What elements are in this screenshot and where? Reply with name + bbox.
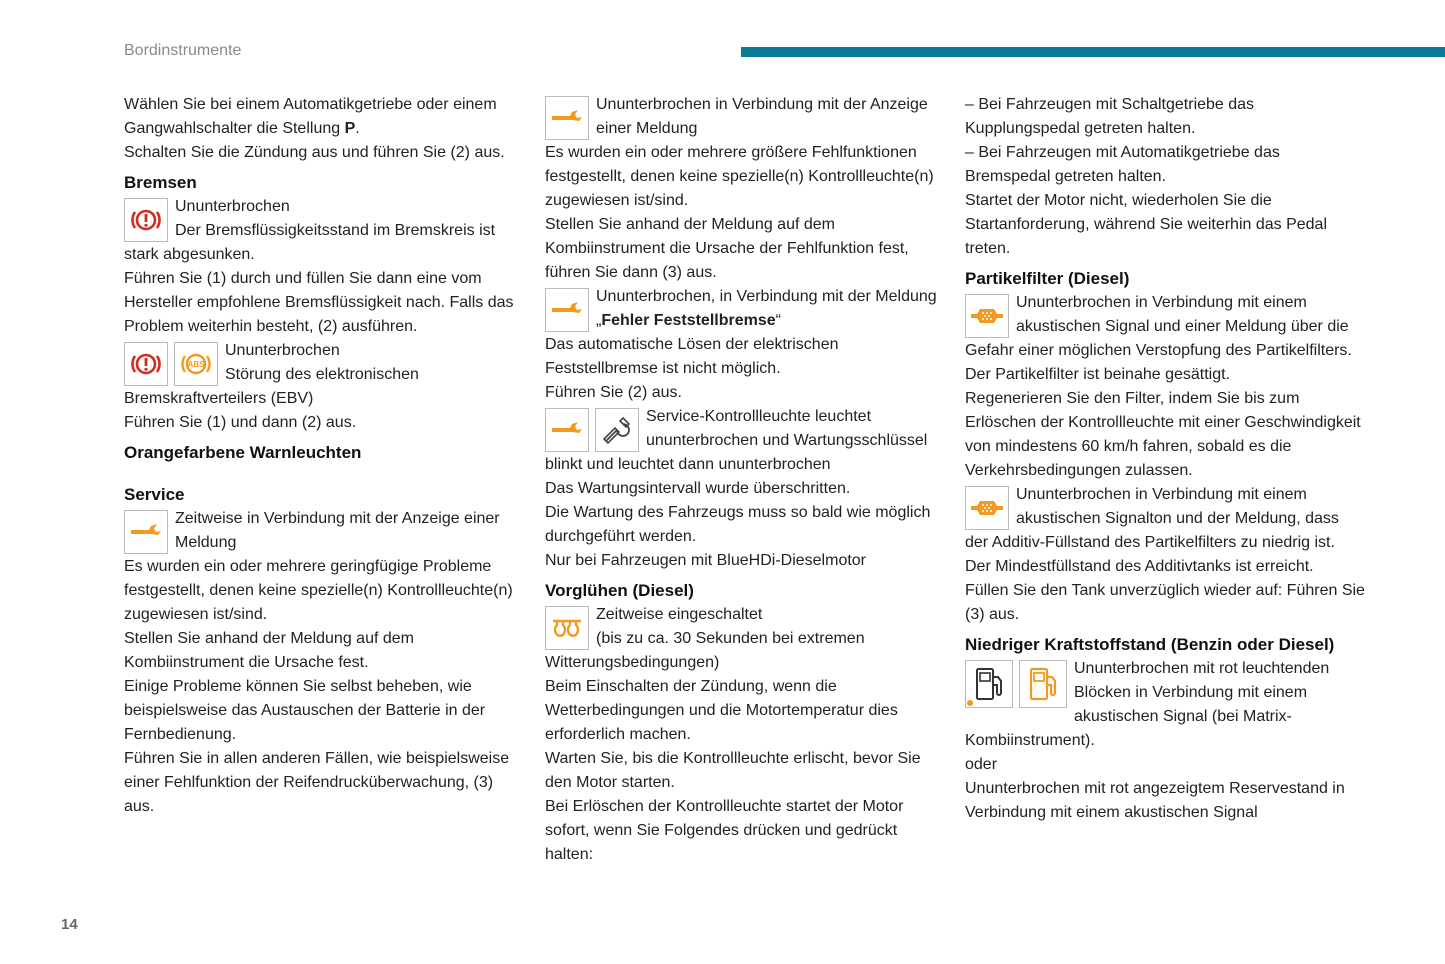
warning-block-brake-1: Ununterbrochen Der Bremsflüssigkeitsstand im Bremskreis ist stark abgesunken. Führen Sie (1) durch und füllen Sie dann eine vom Hersteller empfohlene Bremsflüssigkeit nach. Falls das Problem weiterhin besteht, (2) ausführen. (124, 198, 514, 335)
fuel-pump-orange-icon (1019, 660, 1067, 708)
warning-block-particle-filter-1: Ununterbrochen in Verbindung mit einem akustischen Signal und einer Meldung über die Gefahr einer möglichen Verstopfung des Partikelfilters. Der Partikelfilter ist beinahe gesättigt. Regenerieren Sie den Filter, indem Sie bis zum Erlöschen der Kontrollleuchte mit einer Geschwindigkeit von mindestens 60 km/h fahren, sobald es die Verkehrsbedingungen zulassen. (965, 294, 1361, 479)
warning-block-low-fuel: Ununterbrochen mit rot leuchtenden Blöcken in Verbindung mit einem akustischen Signal (bei Matrix-Kombiinstrument). oder Ununterbrochen mit rot angezeigtem Reservestand in Verbindung mit einem akustischen Signal (965, 660, 1345, 821)
warning-block-service-key: Service-Kontrollleuchte leuchtet ununterbrochen und Wartungsschlüssel blinkt und leuchtet dann ununterbrochen Das Wartungsintervall wurde überschritten. Die Wartung des Fahrzeugs muss so bald wie möglich durchgeführt werden. Nur bei Fahrzeugen mit BlueHDi-Dieselmotor (545, 408, 931, 569)
column-2 (545, 93, 940, 867)
paragraph: Startet der Motor nicht, wiederholen Sie die Startanforderung, während Sie weiterhin das Pedal treten. (965, 192, 1327, 257)
brake-warning-red-icon (124, 198, 168, 242)
glow-plug-orange-icon (545, 606, 589, 650)
service-key-icon (595, 408, 639, 452)
warning-block-service-1: Zeitweise in Verbindung mit der Anzeige einer Meldung Es wurden ein oder mehrere geringfügige Probleme festgestellt, denen keine spezielle(n) Kontrollleuchte(n) zugewiesen ist/sind. Stellen Sie anhand der Meldung auf dem Kombiinstrument die Ursache fest. Einige Probleme können Sie selbst beheben, wie beispielsweise das Austauschen der Batterie in der Fernbedienung. Führen Sie in allen anderen Fällen, wie beispielsweise einer Fehlfunktion der Reifendrucküberwachung, (3) aus. (124, 510, 513, 815)
intro-paragraph: Wählen Sie bei einem Automatikgetriebe oder einem Gangwahlschalter die Stellung P. (124, 96, 497, 137)
warning-block-parking-brake: Ununterbrochen, in Verbindung mit der Meldung „Fehler Feststellbremse“ Das automatische Lösen der elektrischen Feststellbremse ist nicht möglich. Führen Sie (2) aus. (545, 288, 937, 401)
particle-filter-orange-icon (965, 294, 1009, 338)
wrench-orange-icon (545, 288, 589, 332)
intro-paragraph-2: Schalten Sie die Zündung aus und führen Sie (2) aus. (124, 144, 505, 161)
wrench-orange-icon (124, 510, 168, 554)
brake-warning-red-icon (124, 342, 168, 386)
warning-block-glow-plug: Zeitweise eingeschaltet (bis zu ca. 30 Sekunden bei extremen Witterungsbedingungen) Beim Einschalten der Zündung, wenn die Wetterbedingungen und die Motortemperatur dies erforderlich machen. Warten Sie, bis die Kontrollleuchte erlischt, bevor Sie den Motor starten. Bei Erlöschen der Kontrollleuchte startet der Motor sofort, wenn Sie Folgendes drücken und gedrückt halten: (545, 606, 921, 863)
heading-bremsen: Bremsen (124, 173, 197, 192)
heading-low-fuel: Niedriger Kraftstoffstand (Benzin oder Diesel) (965, 635, 1335, 654)
particle-filter-orange-icon (965, 486, 1009, 530)
header-accent-bar (741, 47, 1445, 57)
abs-label: ABS (187, 360, 205, 369)
list-item: – Bei Fahrzeugen mit Automatikgetriebe das Bremspedal getreten halten. (965, 144, 1280, 185)
heading-service: Service (124, 485, 185, 504)
heading-vorgluehen: Vorglühen (Diesel) (545, 581, 694, 600)
heading-orange-warnings: Orangefarbene Warnleuchten (124, 443, 362, 462)
column-1 (124, 93, 519, 819)
fuel-pump-display-icon (965, 660, 1013, 708)
list-item: – Bei Fahrzeugen mit Schaltgetriebe das Kupplungspedal getreten halten. (965, 96, 1255, 137)
abs-orange-icon (174, 342, 218, 386)
warning-block-service-2: Ununterbrochen in Verbindung mit der Anzeige einer Meldung Es wurden ein oder mehrere größere Fehlfunktionen festgestellt, denen keine spezielle(n) Kontrollleuchte(n) zugewiesen ist/sind. Stellen Sie anhand der Meldung auf dem Kombiinstrument die Ursache der Fehlfunktion fest, führen Sie dann (3) aus. (545, 96, 934, 281)
wrench-orange-icon (545, 408, 589, 452)
warning-block-particle-filter-2: Ununterbrochen in Verbindung mit einem akustischen Signalton und der Meldung, dass der Additiv-Füllstand des Partikelfilters zu niedrig ist. Der Mindestfüllstand des Additivtanks ist erreicht. Füllen Sie den Tank unverzüglich wieder auf: Führen Sie (3) aus. (965, 486, 1365, 623)
warning-block-brake-ebv: ABS Ununterbrochen Störung des elektronischen Bremskraftverteilers (EBV) Führen Sie (1) und dann (2) aus. (124, 342, 419, 431)
wrench-orange-icon (545, 96, 589, 140)
running-header: Bordinstrumente (124, 42, 242, 59)
reserve-indicator-dot (967, 700, 973, 706)
page-number: 14 (61, 916, 78, 933)
column-3 (965, 93, 1365, 825)
heading-partikelfilter: Partikelfilter (Diesel) (965, 269, 1130, 288)
